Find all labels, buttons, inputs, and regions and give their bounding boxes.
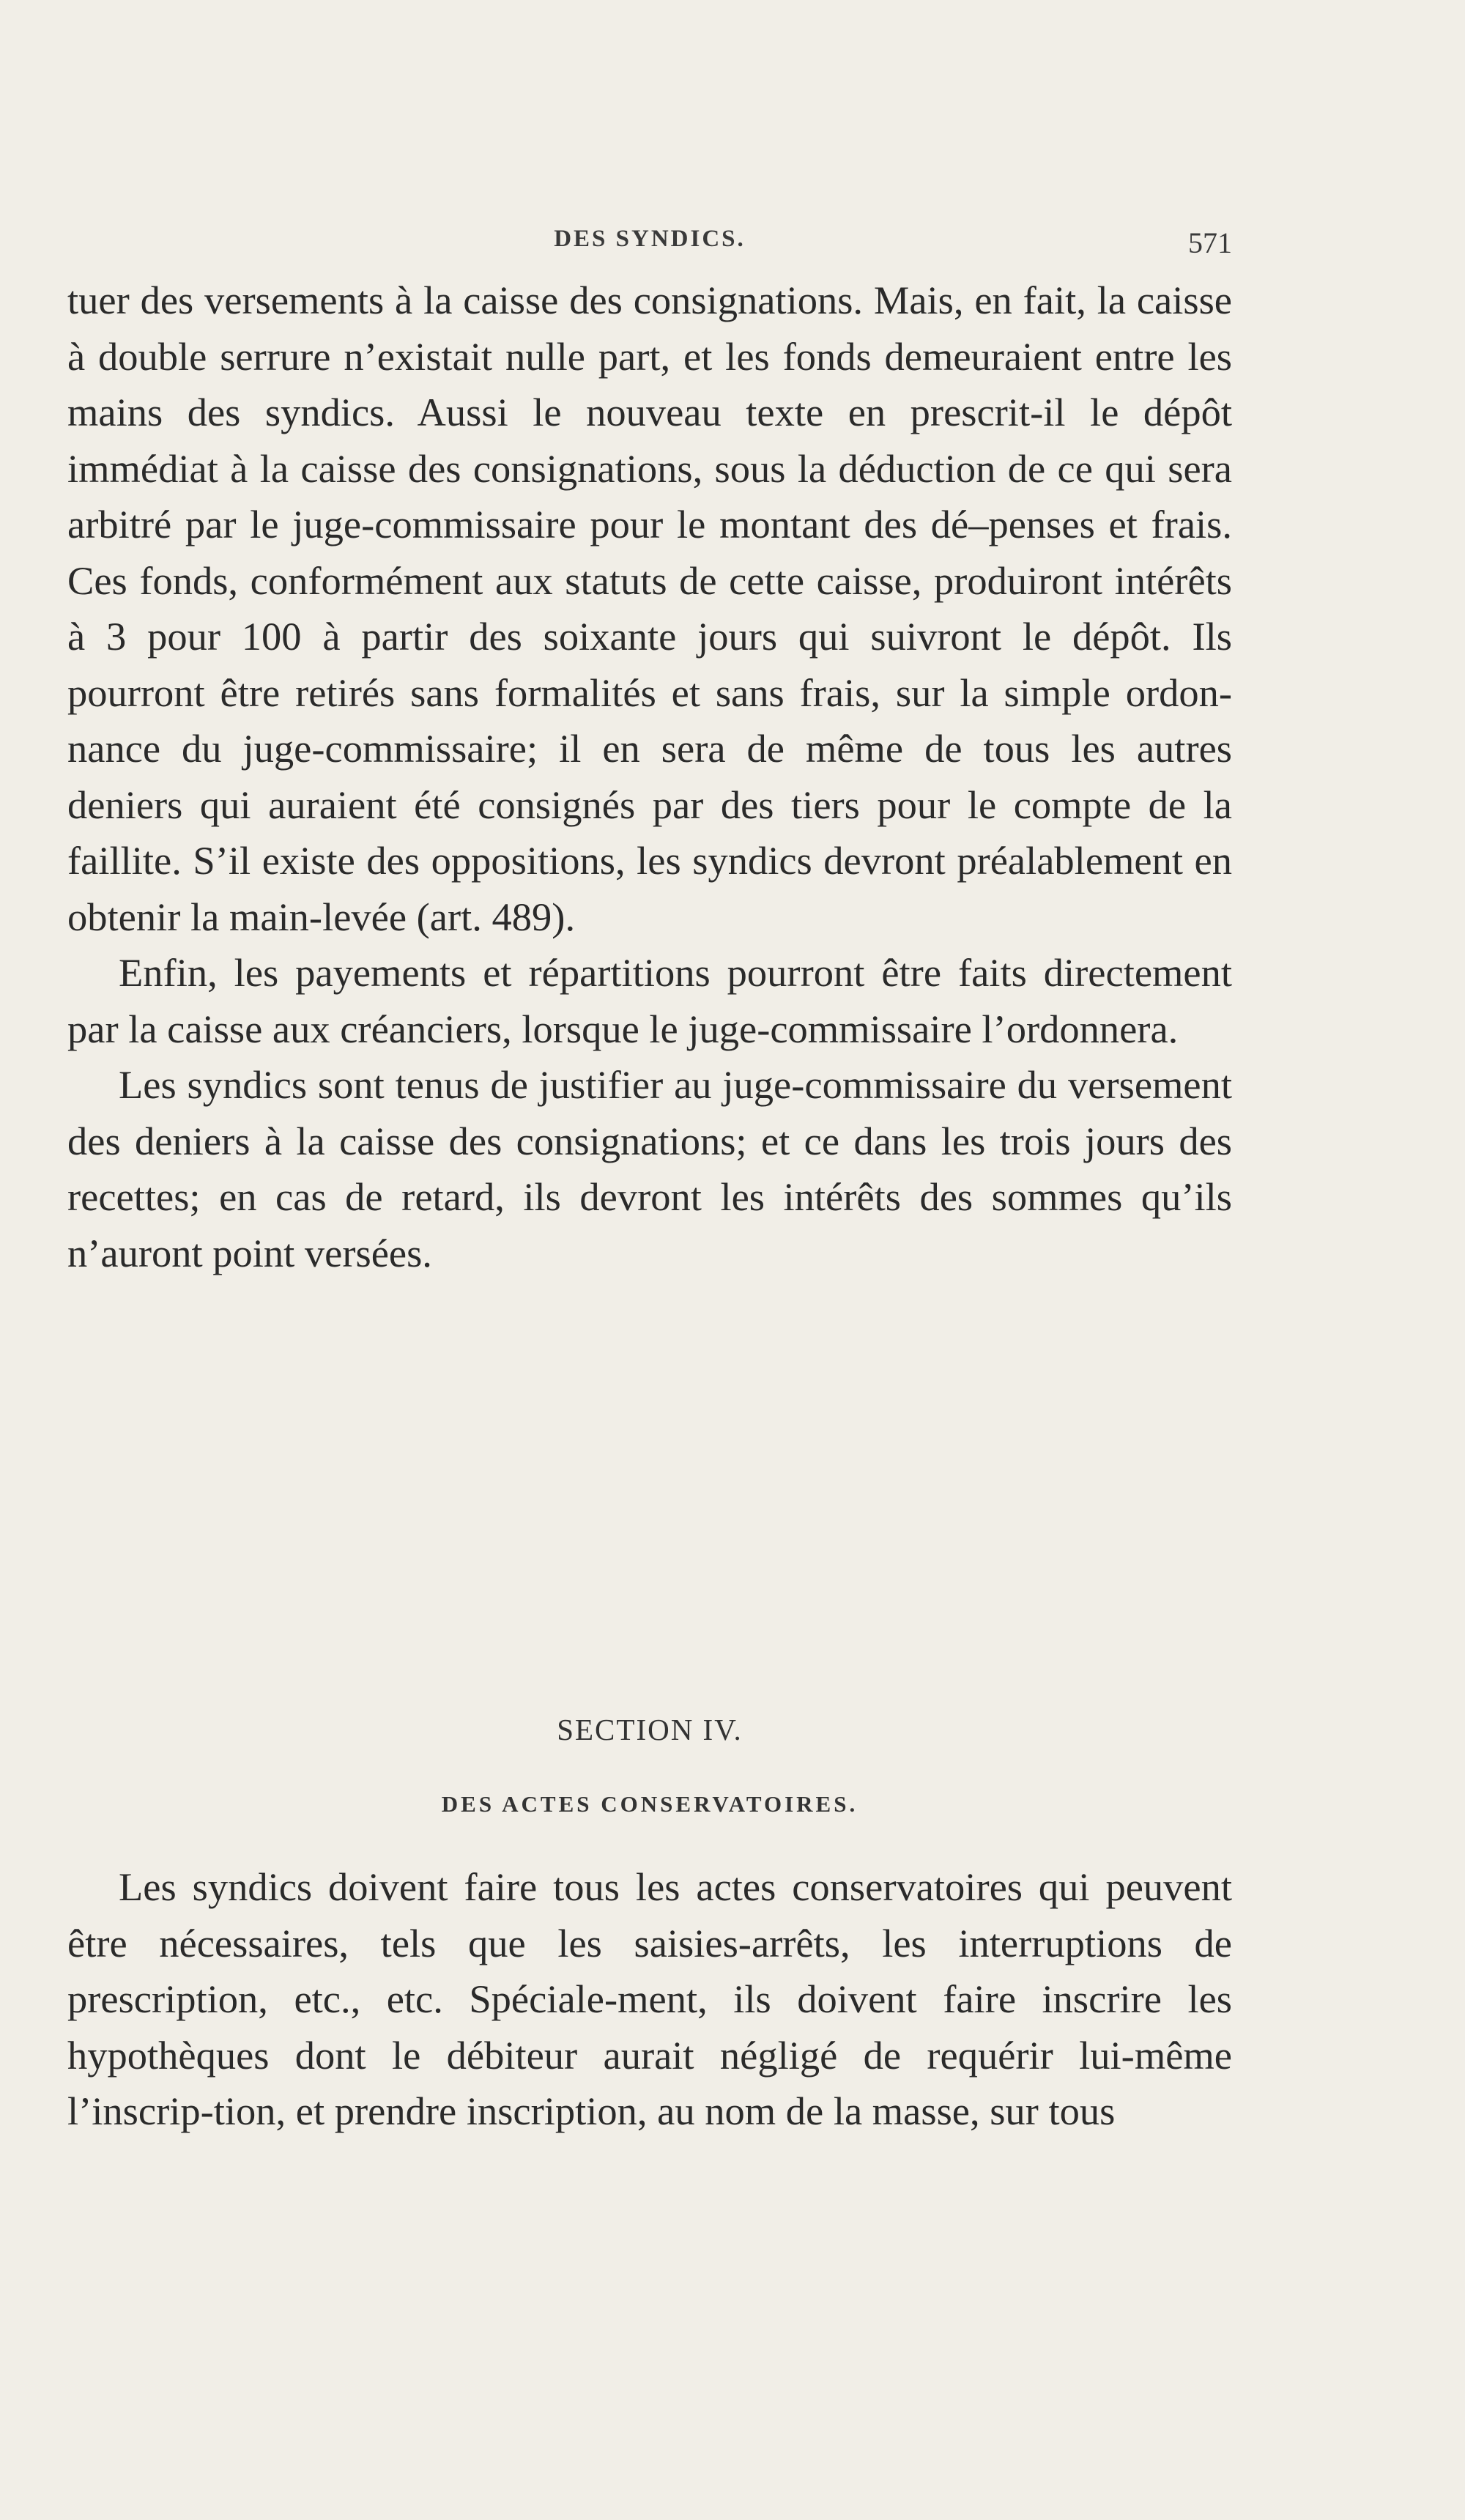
section-subtitle: DES ACTES CONSERVATOIRES.	[441, 1791, 858, 1817]
body-text	[67, 273, 1232, 1281]
running-head	[67, 226, 1232, 262]
paragraph-conservatory-acts: Les syndics doivent faire tous les actes conservatoires qui peuvent être nécessaires, tels que les saisies-arrêts, les interruptions de prescription, etc., etc. Spéciale-ment, ils doivent faire inscrire les hypothèques dont le débiteur aurait négligé de requérir lui-même l’inscrip-tion, et prendre inscription, au nom de la masse, sur tous	[67, 1864, 1232, 2133]
section-title: SECTION IV.	[557, 1713, 743, 1746]
running-title: DES SYNDICS.	[554, 226, 746, 252]
section-body-text	[67, 1859, 1232, 2140]
paragraph-continuation: tuer des versements à la caisse des consignations. Mais, en fait, la caisse à double serrure n’existait nulle part, et les fonds demeuraient entre les mains des syndics. Aussi le nouveau texte en prescrit-il le dépôt immédiat à la caisse des consignations, sous la déduction de ce qui sera arbitré par le juge-commissaire pour le montant des dé–penses et frais. Ces fonds, conformément aux statuts de cette caisse, produiront intérêts à 3 pour 100 à partir des soixante jours qui suivront le dépôt. Ils pourront être retirés sans formalités et sans frais, sur la simple ordon-nance du juge-commissaire; il en sera de même de tous les autres deniers qui auraient été consignés par des tiers pour le compte de la faillite. S’il existe des oppositions, les syndics devront préalablement en obtenir la main-levée (art. 489).	[67, 278, 1232, 939]
paragraph-justification: Les syndics sont tenus de justifier au juge-commissaire du versement des deniers à la caisse des consignations; et ce dans les trois jours des recettes; en cas de retard, ils devront les intérêts des sommes qu’ils n’auront point versées.	[67, 1062, 1232, 1275]
paragraph-payments: Enfin, les payements et répartitions pourront être faits directement par la caisse aux créanciers, lorsque le juge-commissaire l’ordonnera.	[67, 950, 1232, 1051]
page-number: 571	[1188, 226, 1232, 259]
